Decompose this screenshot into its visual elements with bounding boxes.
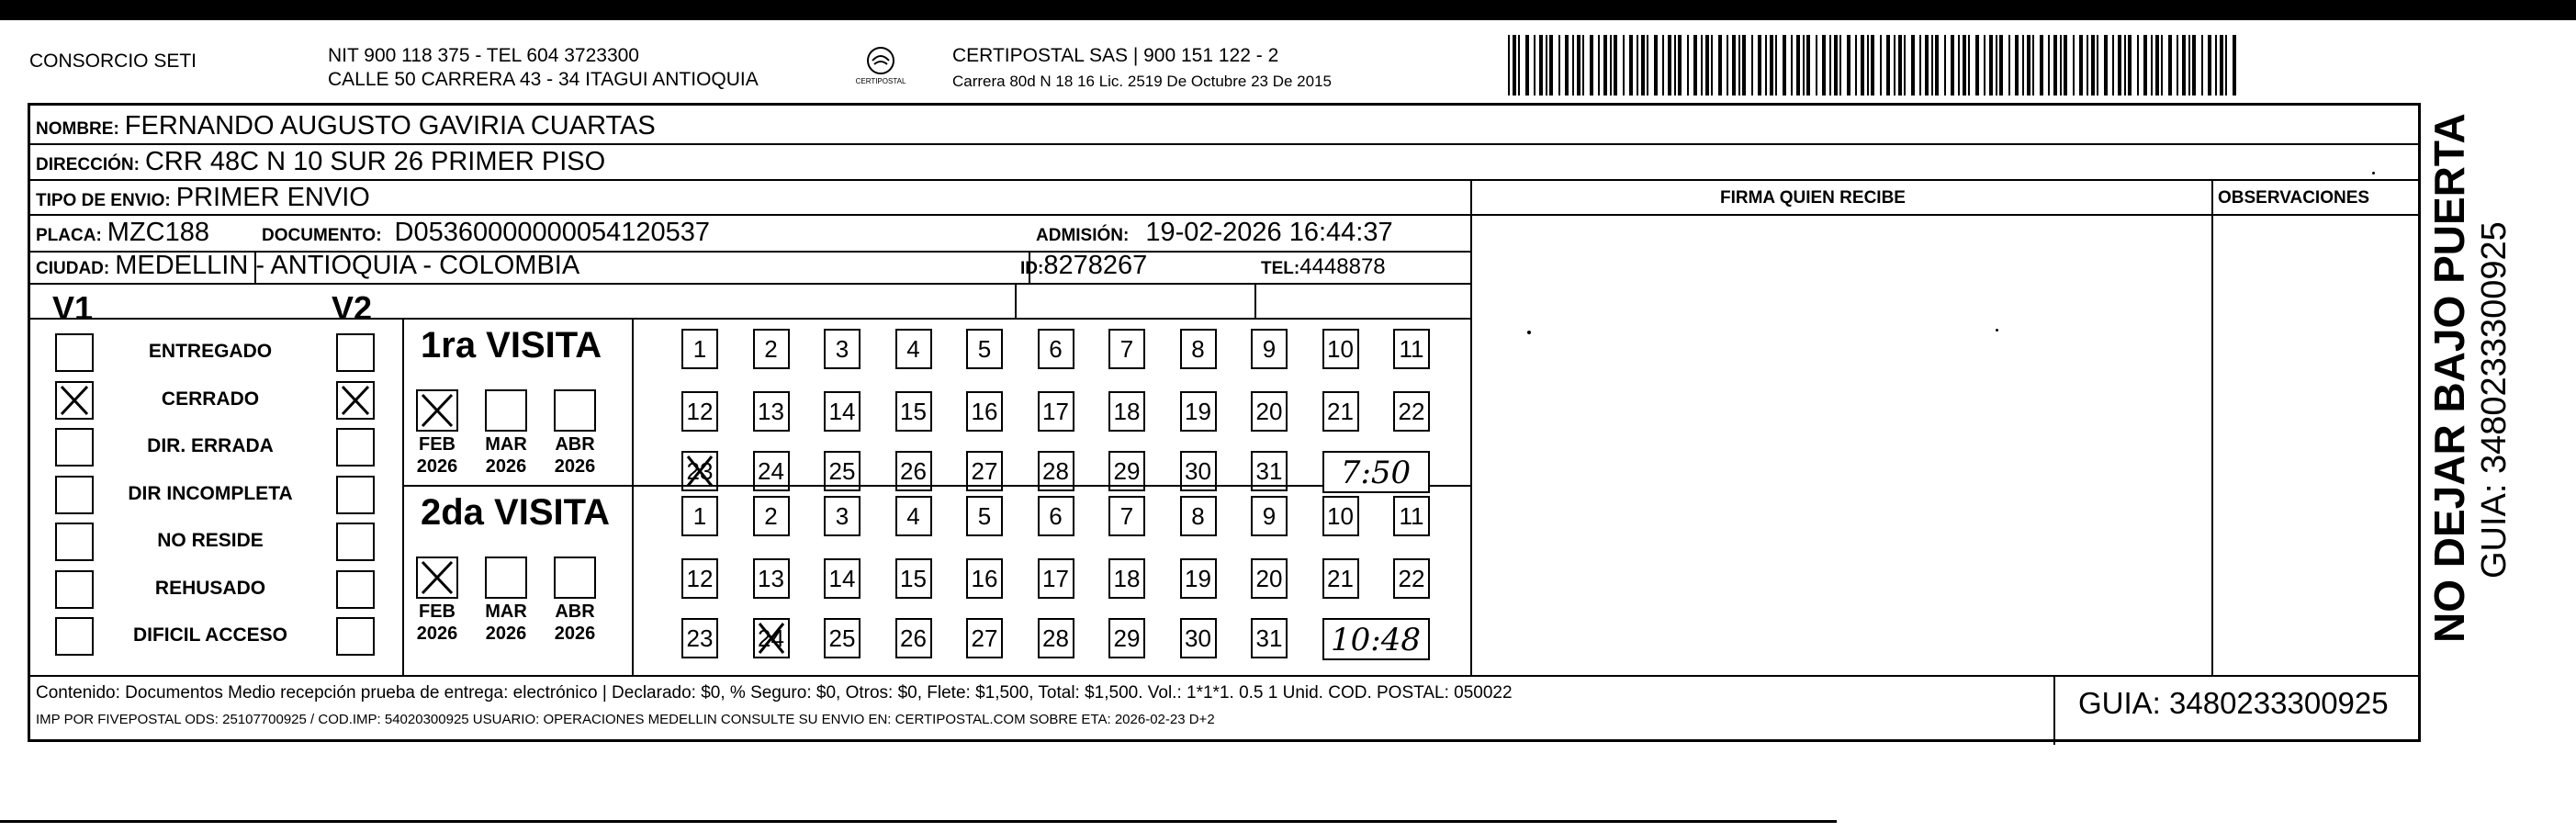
documento-field bbox=[262, 218, 710, 248]
nit-line: NIT 900 118 375 - TEL 604 3723300 bbox=[328, 45, 639, 66]
day-number: 15 bbox=[900, 398, 927, 425]
day-box-23[interactable] bbox=[681, 451, 718, 491]
placa-value: MZC188 bbox=[107, 218, 209, 247]
guide-form bbox=[28, 103, 2421, 742]
day-number: 11 bbox=[1399, 335, 1424, 363]
month-checkbox-feb[interactable] bbox=[416, 389, 458, 432]
tipo-value: PRIMER ENVIO bbox=[175, 183, 370, 212]
day-number: 12 bbox=[686, 565, 714, 592]
tel-field bbox=[1261, 254, 1386, 280]
day-number: 2 bbox=[764, 335, 778, 363]
month-year: 2026 bbox=[416, 624, 458, 644]
day-number: 8 bbox=[1191, 502, 1205, 530]
visit-time-handwritten: 7:50 bbox=[1340, 455, 1412, 491]
day-box-8[interactable] bbox=[1180, 329, 1217, 369]
day-number: 9 bbox=[1262, 502, 1277, 530]
day-number: 5 bbox=[977, 502, 992, 530]
visit-time-handwritten: 10:48 bbox=[1331, 622, 1421, 658]
day-box-29[interactable] bbox=[1108, 451, 1145, 491]
v2-checkbox-cerrado[interactable] bbox=[336, 381, 375, 420]
day-number: 28 bbox=[1042, 457, 1069, 485]
address-line: CALLE 50 CARRERA 43 - 34 ITAGUI ANTIOQUIA bbox=[328, 69, 759, 90]
corner-rule bbox=[2493, 7, 2567, 9]
signature-dot bbox=[1527, 331, 1531, 334]
day-number: 6 bbox=[1049, 502, 1063, 530]
day-number: 10 bbox=[1327, 335, 1354, 363]
day-box-9[interactable] bbox=[1251, 496, 1288, 536]
day-box-7[interactable] bbox=[1108, 496, 1145, 536]
admision-value: 19-02-2026 16:44:37 bbox=[1145, 218, 1393, 247]
day-box-19[interactable] bbox=[1180, 558, 1217, 599]
month-caption bbox=[546, 433, 604, 478]
month-name: ABR bbox=[555, 434, 595, 455]
day-box-28[interactable] bbox=[1038, 451, 1074, 491]
status-option-label: DIFICIL ACCESO bbox=[132, 624, 287, 646]
day-box-28[interactable] bbox=[1038, 618, 1074, 658]
month-checkbox-mar[interactable] bbox=[485, 557, 527, 599]
month-year: 2026 bbox=[485, 456, 527, 477]
visit-time-box[interactable] bbox=[1322, 618, 1430, 660]
day-number: 27 bbox=[971, 457, 998, 485]
v2-checkbox-rehusado[interactable] bbox=[336, 570, 375, 609]
status-option-label: DIR INCOMPLETA bbox=[128, 482, 293, 504]
direccion-label: DIRECCIÓN: bbox=[36, 155, 140, 174]
company-name: CONSORCIO SETI bbox=[29, 51, 197, 72]
day-number: 2 bbox=[764, 502, 778, 530]
day-number: 26 bbox=[900, 624, 927, 652]
day-box-1[interactable] bbox=[681, 496, 718, 536]
firma-header: FIRMA QUIEN RECIBE bbox=[1720, 188, 1906, 208]
day-number: 13 bbox=[758, 398, 784, 425]
day-box-3[interactable] bbox=[824, 496, 861, 536]
day-number: 1 bbox=[692, 502, 707, 530]
month-year: 2026 bbox=[554, 456, 596, 477]
day-box-1[interactable] bbox=[681, 329, 718, 369]
month-name: MAR bbox=[485, 602, 527, 622]
month-name: FEB bbox=[419, 602, 456, 622]
day-box-4[interactable] bbox=[895, 496, 932, 536]
day-number: 23 bbox=[686, 457, 714, 485]
day-box-27[interactable] bbox=[966, 451, 1003, 491]
day-number: 25 bbox=[828, 457, 856, 485]
day-box-7[interactable] bbox=[1108, 329, 1145, 369]
signature-dot bbox=[2372, 172, 2375, 174]
day-box-12[interactable] bbox=[681, 558, 718, 599]
ciudad-field bbox=[36, 251, 579, 281]
month-caption bbox=[408, 433, 467, 478]
tel-label: TEL: bbox=[1261, 259, 1300, 278]
day-number: 4 bbox=[906, 502, 920, 530]
license-line: Carrera 80d N 18 16 Lic. 2519 De Octubre 23 De 2015 bbox=[952, 73, 1332, 90]
placa-field bbox=[36, 218, 209, 248]
day-number: 13 bbox=[758, 565, 784, 592]
day-number: 8 bbox=[1191, 335, 1205, 363]
visit-divider bbox=[632, 318, 634, 485]
footer-guia: GUIA: 3480233300925 bbox=[2078, 686, 2389, 720]
month-check-mark bbox=[418, 558, 456, 597]
day-number: 31 bbox=[1255, 457, 1283, 485]
month-name: MAR bbox=[485, 434, 527, 455]
signature-dot bbox=[1996, 329, 1998, 332]
id-value: 8278267 bbox=[1043, 251, 1148, 280]
day-box-13[interactable] bbox=[753, 558, 790, 599]
visit-divider bbox=[632, 485, 634, 675]
nombre-label: NOMBRE: bbox=[36, 119, 119, 139]
visit-time-box[interactable] bbox=[1322, 451, 1430, 493]
v2-checkbox-dificil-acceso[interactable] bbox=[336, 617, 375, 656]
v2-label: V2 bbox=[332, 289, 373, 327]
day-box-17[interactable] bbox=[1038, 558, 1074, 599]
day-box-4[interactable] bbox=[895, 329, 932, 369]
placa-label: PLACA: bbox=[36, 226, 102, 245]
day-box-2[interactable] bbox=[753, 329, 790, 369]
day-box-6[interactable] bbox=[1038, 329, 1074, 369]
v2-check-mark bbox=[338, 383, 373, 418]
day-number: 17 bbox=[1042, 398, 1069, 425]
id-label: ID: bbox=[1020, 259, 1044, 278]
status-option-label: ENTREGADO bbox=[148, 341, 273, 362]
status-option-label: NO RESIDE bbox=[157, 530, 264, 551]
footer-print-info: IMP POR FIVEPOSTAL ODS: 25107700925 / COD.IMP: 54020300925 USUARIO: OPERACIONES MEDELLIN CONSULTE SU ENVIO EN: CERTIPOSTAL.COM SOBRE ETA: 2026-02-23 D+2 bbox=[36, 712, 1215, 727]
v1-label: V1 bbox=[52, 289, 94, 327]
day-number: 17 bbox=[1042, 565, 1069, 592]
day-number: 18 bbox=[1113, 565, 1141, 592]
day-box-23[interactable] bbox=[681, 618, 718, 658]
ciudad-label: CIUDAD: bbox=[36, 259, 110, 278]
v2-checkbox-no-reside[interactable] bbox=[336, 523, 375, 561]
day-box-5[interactable] bbox=[966, 496, 1003, 536]
day-number: 16 bbox=[971, 565, 998, 592]
day-number: 21 bbox=[1327, 565, 1354, 592]
day-number: 7 bbox=[1119, 502, 1134, 530]
day-number: 30 bbox=[1185, 624, 1211, 652]
day-number: 24 bbox=[758, 624, 784, 652]
day-box-30[interactable] bbox=[1180, 451, 1217, 491]
day-number: 29 bbox=[1113, 457, 1141, 485]
ciudad-value: MEDELLIN - ANTIOQUIA - COLOMBIA bbox=[115, 251, 580, 280]
month-name: FEB bbox=[419, 434, 456, 455]
admision-label: ADMISIÓN: bbox=[1036, 226, 1130, 245]
day-box-13[interactable] bbox=[753, 391, 790, 432]
direccion-value: CRR 48C N 10 SUR 26 PRIMER PISO bbox=[144, 147, 606, 176]
month-checkbox-abr[interactable] bbox=[554, 389, 596, 432]
month-caption bbox=[477, 433, 535, 478]
day-box-11[interactable] bbox=[1393, 496, 1430, 536]
day-number: 5 bbox=[977, 335, 992, 363]
day-box-18[interactable] bbox=[1108, 391, 1145, 432]
day-number: 30 bbox=[1185, 457, 1211, 485]
day-number: 9 bbox=[1262, 335, 1277, 363]
month-caption bbox=[408, 601, 467, 645]
day-number: 22 bbox=[1398, 565, 1425, 592]
day-number: 29 bbox=[1113, 624, 1141, 652]
documento-value: D05360000000054120537 bbox=[394, 218, 711, 247]
day-box-11[interactable] bbox=[1393, 329, 1430, 369]
day-box-10[interactable] bbox=[1322, 329, 1359, 369]
day-number: 14 bbox=[828, 565, 856, 592]
admision-field bbox=[1036, 218, 1393, 248]
day-box-16[interactable] bbox=[966, 558, 1003, 599]
day-box-26[interactable] bbox=[895, 451, 932, 491]
visit-title: 2da VISITA bbox=[421, 492, 610, 533]
day-box-22[interactable] bbox=[1393, 391, 1430, 432]
day-box-3[interactable] bbox=[824, 329, 861, 369]
day-box-30[interactable] bbox=[1180, 618, 1217, 658]
day-box-10[interactable] bbox=[1322, 496, 1359, 536]
day-box-20[interactable] bbox=[1251, 558, 1288, 599]
month-caption bbox=[546, 601, 604, 645]
day-number: 14 bbox=[828, 398, 856, 425]
nombre-row bbox=[36, 111, 656, 141]
day-box-15[interactable] bbox=[895, 391, 932, 432]
month-year: 2026 bbox=[554, 624, 596, 644]
month-name: ABR bbox=[555, 602, 595, 622]
day-number: 3 bbox=[835, 335, 849, 363]
v2-checkbox-dir-incompleta[interactable] bbox=[336, 476, 375, 514]
certipostal-logo bbox=[852, 40, 909, 97]
day-box-22[interactable] bbox=[1393, 558, 1430, 599]
day-number: 19 bbox=[1185, 398, 1211, 425]
month-caption bbox=[477, 601, 535, 645]
bottom-rule bbox=[0, 820, 1837, 823]
v2-checkbox-dir-errada[interactable] bbox=[336, 428, 375, 467]
day-number: 23 bbox=[686, 624, 714, 652]
direccion-row bbox=[36, 147, 605, 177]
day-box-21[interactable] bbox=[1322, 391, 1359, 432]
tipo-label: TIPO DE ENVIO: bbox=[36, 191, 171, 210]
day-box-24[interactable] bbox=[753, 451, 790, 491]
top-black-bar bbox=[0, 0, 2576, 20]
nombre-value: FERNANDO AUGUSTO GAVIRIA CUARTAS bbox=[124, 111, 656, 141]
day-box-27[interactable] bbox=[966, 618, 1003, 658]
day-number: 16 bbox=[971, 398, 998, 425]
day-box-25[interactable] bbox=[824, 451, 861, 491]
day-box-14[interactable] bbox=[824, 558, 861, 599]
day-box-20[interactable] bbox=[1251, 391, 1288, 432]
day-box-12[interactable] bbox=[681, 391, 718, 432]
logo-text: CERTIPOSTAL bbox=[855, 77, 906, 85]
observaciones-header: OBSERVACIONES bbox=[2218, 188, 2370, 208]
side-guia: GUIA: 3480233300925 bbox=[2475, 221, 2514, 579]
status-option-label: DIR. ERRADA bbox=[147, 435, 274, 456]
day-number: 11 bbox=[1399, 502, 1424, 530]
day-box-14[interactable] bbox=[824, 391, 861, 432]
day-number: 26 bbox=[900, 457, 927, 485]
no-dejar-bajo-puerta: NO DEJAR BAJO PUERTA bbox=[2425, 113, 2473, 643]
status-option-label: REHUSADO bbox=[154, 577, 266, 599]
day-number: 25 bbox=[828, 624, 856, 652]
day-number: 20 bbox=[1255, 398, 1283, 425]
day-number: 3 bbox=[835, 502, 849, 530]
day-number: 28 bbox=[1042, 624, 1069, 652]
day-box-9[interactable] bbox=[1251, 329, 1288, 369]
day-number: 10 bbox=[1327, 502, 1354, 530]
month-checkbox-feb[interactable] bbox=[416, 557, 458, 599]
day-box-5[interactable] bbox=[966, 329, 1003, 369]
day-box-21[interactable] bbox=[1322, 558, 1359, 599]
day-number: 7 bbox=[1119, 335, 1134, 363]
day-box-19[interactable] bbox=[1180, 391, 1217, 432]
carrier-line: CERTIPOSTAL SAS | 900 151 122 - 2 bbox=[952, 45, 1279, 66]
day-box-6[interactable] bbox=[1038, 496, 1074, 536]
day-box-29[interactable] bbox=[1108, 618, 1145, 658]
day-box-31[interactable] bbox=[1251, 451, 1288, 491]
day-box-15[interactable] bbox=[895, 558, 932, 599]
day-box-17[interactable] bbox=[1038, 391, 1074, 432]
id-field bbox=[1020, 251, 1147, 281]
day-number: 4 bbox=[906, 335, 920, 363]
day-number: 21 bbox=[1327, 398, 1354, 425]
documento-label: DOCUMENTO: bbox=[262, 226, 382, 245]
day-box-2[interactable] bbox=[753, 496, 790, 536]
day-number: 24 bbox=[758, 457, 784, 485]
day-box-25[interactable] bbox=[824, 618, 861, 658]
day-number: 6 bbox=[1049, 335, 1063, 363]
month-year: 2026 bbox=[416, 456, 458, 477]
day-number: 31 bbox=[1255, 624, 1283, 652]
day-number: 19 bbox=[1185, 565, 1211, 592]
visit-title: 1ra VISITA bbox=[421, 325, 602, 365]
day-number: 15 bbox=[900, 565, 927, 592]
day-box-16[interactable] bbox=[966, 391, 1003, 432]
day-number: 1 bbox=[692, 335, 707, 363]
month-check-mark bbox=[418, 391, 456, 430]
tel-value: 4448878 bbox=[1299, 254, 1386, 279]
status-option-label: CERRADO bbox=[161, 388, 260, 410]
month-checkbox-mar[interactable] bbox=[485, 389, 527, 432]
barcode bbox=[1506, 35, 2239, 96]
day-number: 20 bbox=[1255, 565, 1283, 592]
day-box-24[interactable] bbox=[753, 618, 790, 658]
day-box-26[interactable] bbox=[895, 618, 932, 658]
v2-checkbox-entregado[interactable] bbox=[336, 333, 375, 372]
tipo-row bbox=[36, 183, 370, 213]
month-year: 2026 bbox=[485, 624, 527, 644]
day-number: 12 bbox=[686, 398, 714, 425]
month-checkbox-abr[interactable] bbox=[554, 557, 596, 599]
day-box-8[interactable] bbox=[1180, 496, 1217, 536]
footer-contents: Contenido: Documentos Medio recepción prueba de entrega: electrónico | Declarado: $0, % Seguro: $0, Otros: $0, Flete: $1,500, Total: $1,500. Vol.: 1*1*1. 0.5 1 Unid. COD. POSTAL: 050022 bbox=[36, 683, 1513, 703]
day-number: 27 bbox=[971, 624, 998, 652]
day-box-31[interactable] bbox=[1251, 618, 1288, 658]
day-number: 18 bbox=[1113, 398, 1141, 425]
day-box-18[interactable] bbox=[1108, 558, 1145, 599]
day-number: 22 bbox=[1398, 398, 1425, 425]
